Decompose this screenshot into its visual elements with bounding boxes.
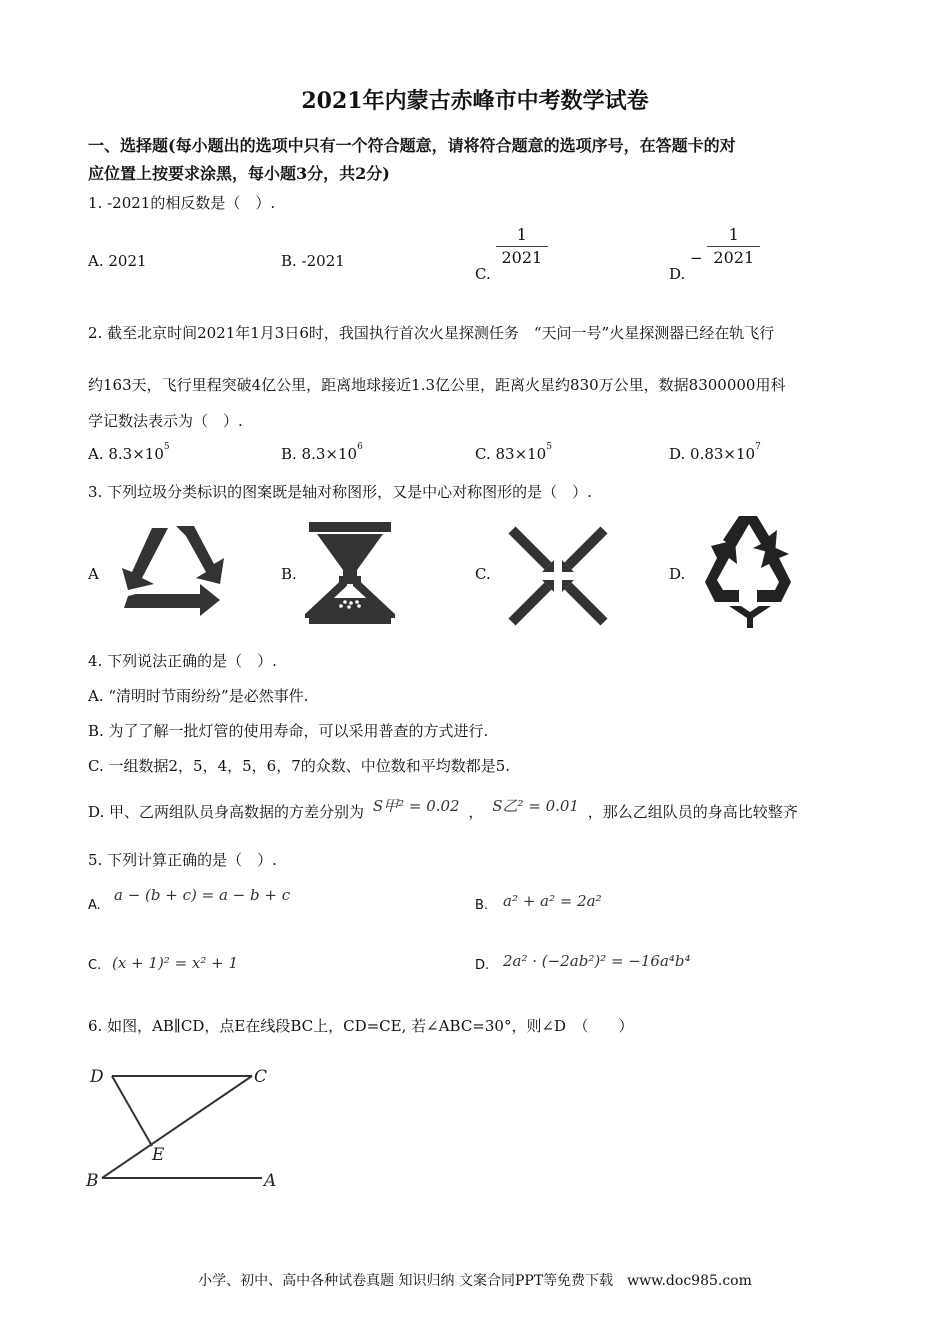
point-label-d: D: [90, 1067, 104, 1087]
q2-option-c: [475, 442, 552, 463]
q4-option-d-prefix: D. 甲、乙两组队员身高数据的方差分别为: [88, 803, 365, 821]
point-label-e: E: [152, 1145, 165, 1165]
q2-option-c-exponent: 5: [546, 442, 552, 452]
q4-option-d-suffix: ，那么乙组队员的身高比较整齐: [587, 803, 798, 821]
q2-option-b: [281, 442, 363, 463]
q4-option-d-separator: ，: [468, 803, 484, 821]
q4-option-d: [88, 797, 798, 822]
q3-stem: 3. 下列垃圾分类标识的图案既是轴对称图形，又是中心对称图形的是（ ）.: [88, 483, 592, 501]
q5-option-d-formula: 2a² · (−2ab²)² = −16a⁴b⁴: [503, 952, 691, 970]
q1-option-d: [669, 224, 760, 283]
q5-option-c-label: C.: [88, 958, 102, 973]
q5-option-d-label: D.: [475, 958, 490, 973]
q4-option-d-variance-yi: S乙² = 0.01: [492, 797, 579, 815]
hourglass-flask-icon: [305, 520, 395, 624]
q5-option-a-label: A.: [88, 898, 101, 913]
q3-option-c-label: C.: [475, 565, 491, 583]
q1-option-b: B. -2021: [281, 252, 345, 270]
q6-stem: 6. 如图，AB∥CD，点E在线段BC上，CD=CE, 若∠ABC=30°，则∠D （ ）: [88, 1017, 634, 1035]
q2-option-c-base: C. 83×10: [475, 445, 547, 463]
q5-option-b-label: B.: [475, 898, 489, 913]
q4-option-b: B. 为了了解一批灯管的使用寿命，可以采用普查的方式进行.: [88, 722, 489, 740]
q1-option-d-numerator: 1: [707, 224, 760, 247]
page-title: 2021年内蒙古赤峰市中考数学试卷: [301, 88, 649, 114]
q1-option-c: [475, 224, 548, 283]
q1-option-d-fraction: [707, 224, 760, 269]
section-heading-line1: 一、选择题(每小题出的选项中只有一个符合题意，请将符合题意的选项序号，在答题卡的对: [88, 136, 736, 155]
converging-arrows-icon: [508, 526, 608, 626]
segment-de: [112, 1076, 152, 1146]
q2-option-a-exponent: 5: [163, 442, 170, 452]
q1-option-c-numerator: 1: [496, 224, 549, 247]
segment-cb: [102, 1076, 252, 1178]
section-heading-line2: 应位置上按要求涂黑，每小题3分，共2分): [88, 164, 390, 183]
point-label-b: B: [86, 1171, 99, 1191]
q4-option-c: C. 一组数据2，5，4，5，6，7的众数、中位数和平均数都是5.: [88, 757, 511, 775]
q1-stem: 1. -2021的相反数是（ ）.: [88, 194, 276, 212]
q2-option-b-base: B. 8.3×10: [281, 445, 358, 463]
q1-option-d-label: D.: [669, 264, 686, 283]
q2-stem-line1: 2. 截至北京时间2021年1月3日6时，我国执行首次火星探测任务 “天问一号”火星探测器已经在轨飞行: [88, 324, 775, 342]
point-label-c: C: [254, 1067, 268, 1087]
q2-option-d-base: D. 0.83×10: [669, 445, 756, 463]
q1-option-d-denominator: 2021: [713, 248, 755, 267]
q2-option-a-base: A. 8.3×10: [88, 445, 164, 463]
q5-option-c-formula: (x + 1)² = x² + 1: [112, 954, 239, 972]
q4-stem: 4. 下列说法正确的是（ ）.: [88, 652, 277, 670]
q6-geometry-figure: [84, 1062, 294, 1192]
q5-option-a-formula: a − (b + c) = a − b + c: [114, 886, 291, 904]
q1-option-c-denominator: 2021: [501, 248, 543, 267]
q1-option-d-sign: −: [690, 248, 703, 267]
q3-option-a-label: A: [88, 565, 99, 583]
q2-stem-line2: 约163天，飞行里程突破4亿公里，距离地球接近1.3亿公里，距离火星约830万公里，数据8300000用科: [88, 376, 786, 394]
q2-option-d: [669, 442, 761, 463]
q1-option-c-fraction: [496, 224, 549, 269]
recycle-triangle-icon: [120, 520, 240, 620]
q2-option-a: [88, 442, 170, 463]
q3-option-d-label: D.: [669, 565, 686, 583]
q4-option-a: A. “清明时节雨纷纷”是必然事件.: [88, 687, 309, 705]
q2-stem-line3: 学记数法表示为（ ）.: [88, 412, 243, 430]
footer-text: 小学、初中、高中各种试卷真题 知识归纳 文案合同PPT等免费下载 www.doc985.com: [198, 1273, 752, 1289]
point-label-a: A: [264, 1171, 277, 1191]
q1-option-a: A. 2021: [88, 252, 147, 270]
q4-option-d-variance-jia: S甲² = 0.02: [372, 797, 460, 815]
q1-option-c-label: C.: [475, 264, 491, 283]
q2-option-b-exponent: 6: [357, 442, 363, 452]
q5-option-b-formula: a² + a² = 2a²: [503, 892, 602, 910]
recycle-variant-icon: [695, 514, 801, 628]
q2-option-d-exponent: 7: [755, 442, 761, 452]
q3-option-b-label: B.: [281, 565, 297, 583]
q5-stem: 5. 下列计算正确的是（ ）.: [88, 851, 277, 869]
